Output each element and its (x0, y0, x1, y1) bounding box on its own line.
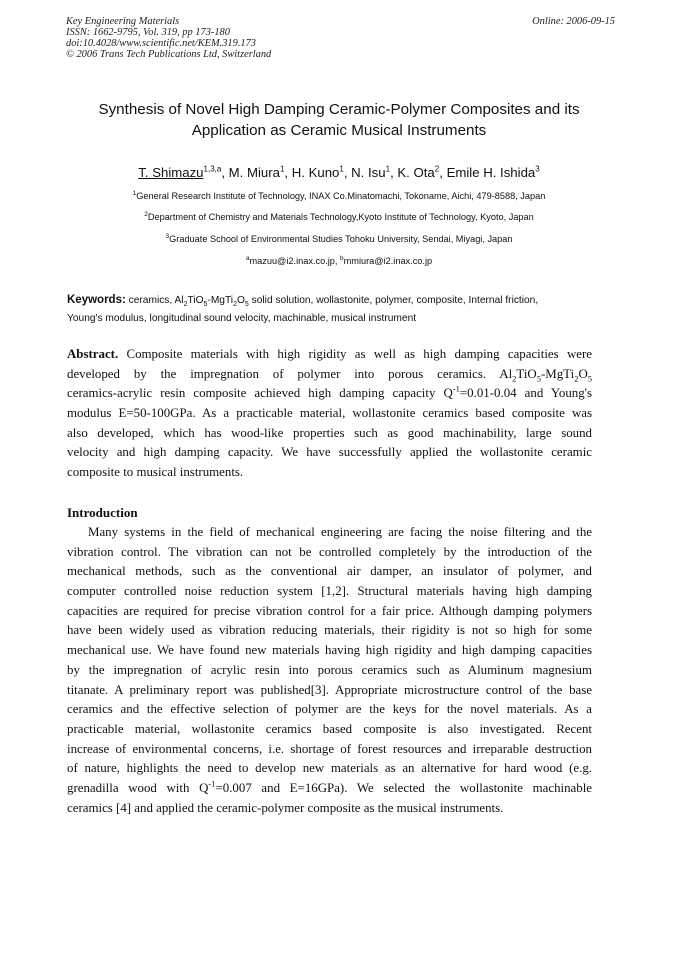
author: Emile H. Ishida$^3$ (446, 164, 540, 180)
intro-line: increase of environmental concerns, i.e. shortage of forest resources and irreparable destruction (67, 741, 592, 756)
intro-line: Many systems in the field of mechanical engineering are facing the noise filtering and the (88, 525, 592, 539)
intro-line: have been widely used as vibration reducing materials, their rigidity is not so high for some (67, 623, 592, 638)
keywords-line-2: Young's modulus, longitudinal sound velocity, machinable, musical instrument (67, 313, 417, 324)
abstract-line: composite to musical instruments. (67, 465, 244, 480)
intro-line: capacities are required for precise vibration control for a fair price. Although damping polymers (67, 603, 592, 618)
title-line-2: Application as Ceramic Musical Instruments (191, 122, 487, 139)
author: T. Shimazu$^{1,3,a}$ (138, 164, 222, 180)
author: H. Kuno$^1$ (291, 164, 344, 180)
email-link[interactable]: mazuu@i2.inax.co.jp (249, 256, 335, 266)
intro-line: ceramics [4] and applied the ceramic-polymer composite as the musical instruments. (67, 800, 504, 815)
intro-line: titanate. A preliminary report was published[3]. Appropriate microstructure control of the base (67, 682, 592, 697)
paper-title (40, 99, 638, 141)
email-link[interactable]: mmiura@i2.inax.co.jp (343, 256, 433, 266)
intro-line: of nature, highlights the need to develop new materials as an alternative for hard wood (e.g. (67, 761, 592, 776)
intro-line: vibration control. The vibration can not be controlled completely by the introduction of the (67, 544, 592, 559)
intro-line: ceramics and the effective selection of polymer are the keys for the novel materials. As a (67, 702, 592, 717)
abstract-label: Abstract. (67, 347, 119, 361)
journal-copyright: © 2006 Trans Tech Publications Ltd, Switzerland (66, 49, 272, 60)
introduction-section (67, 523, 592, 818)
author-list: T. Shimazu$^{1,3,a}$, M. Miura$^1$, H. Kuno$^1$, N. Isu$^1$, K. Ota$^2$, Emile H. Ishida$^3$ (138, 164, 540, 180)
journal-name: Key Engineering Materials (66, 16, 180, 27)
intro-line: computer controlled noise reduction system [1,2]. Structural materials having high damping (67, 584, 592, 599)
abstract-line: also developed, which has wood-like properties such as good machinability, large sound (67, 425, 592, 440)
intro-line: mechanical use. We have found new materials having high rigidity and high damping capacities (67, 643, 592, 658)
keywords-line-1: Keywords: ceramics, $Al_2TiO_5-MgTi_2O_5$ solid solution, wollastonite, polymer, composite, Internal friction, (67, 294, 539, 309)
abstract-section (67, 345, 592, 483)
affiliation-3: $^3$Graduate School of Environmental Studies Tohoku University, Sendai, Miyagi, Japan (165, 232, 513, 244)
journal-issn: ISSN: 1662-9795, Vol. 319, pp 173-180 (66, 27, 230, 38)
abstract-line: developed by the impregnation of polymer into porous ceramics. $Al_2TiO_5-MgTi_2O_5$ (67, 366, 592, 384)
affiliation-2: $^2$Department of Chemistry and Materials Technology,Kyoto Institute of Technology, Kyoto, Japan (144, 210, 534, 222)
intro-line: mechanical methods, such as the conventional air damper, an insulator of polymer, and (67, 564, 592, 579)
author: N. Isu$^1$ (351, 164, 391, 180)
intro-line: grenadilla wood with $Q^{-1}=0.007$ and E=16GPa). We selected the wollastonite machinable (67, 778, 592, 795)
author: K. Ota$^2$ (397, 164, 440, 180)
keywords-section (67, 291, 607, 328)
intro-line: by the impregnation of acrylic resin into porous ceramics such as Aluminum magnesium (67, 662, 592, 677)
abstract-line: velocity and high damping capacity. We have successfully applied the wollastonite ceramic (67, 445, 592, 460)
affiliation-1: $^1$General Research Institute of Technology, INAX Co.Minatomachi, Tokoname, Aichi, 479-8588, Japan (132, 189, 546, 201)
journal-doi: doi:10.4028/www.scientific.net/KEM.319.173 (66, 38, 256, 49)
journal-header (66, 16, 426, 60)
keywords-label: Keywords: (67, 294, 126, 306)
author: M. Miura$^1$ (228, 164, 285, 180)
abstract-line: ceramics-acrylic resin composite achieved high damping capacity $Q^{-1}=0.01-0.04$ and Young's (67, 384, 592, 401)
abstract-line: Abstract. Composite materials with high rigidity as well as high damping capacities were (67, 347, 592, 361)
abstract-line: modulus E=50-100GPa. As a practicable material, wollastonite ceramics based composite was (67, 406, 592, 421)
online-date: Online: 2006-09-15 (532, 16, 615, 27)
title-line-1: Synthesis of Novel High Damping Ceramic-Polymer Composites and its (98, 101, 580, 118)
intro-line: practicable material, wollastonite ceramics based composite is also investigated. Recent (67, 721, 592, 736)
author-emails: $^a$mazuu@i2.inax.co.jp, $^b$mmiura@i2.inax.co.jp (245, 254, 433, 266)
introduction-heading: Introduction (67, 505, 138, 520)
